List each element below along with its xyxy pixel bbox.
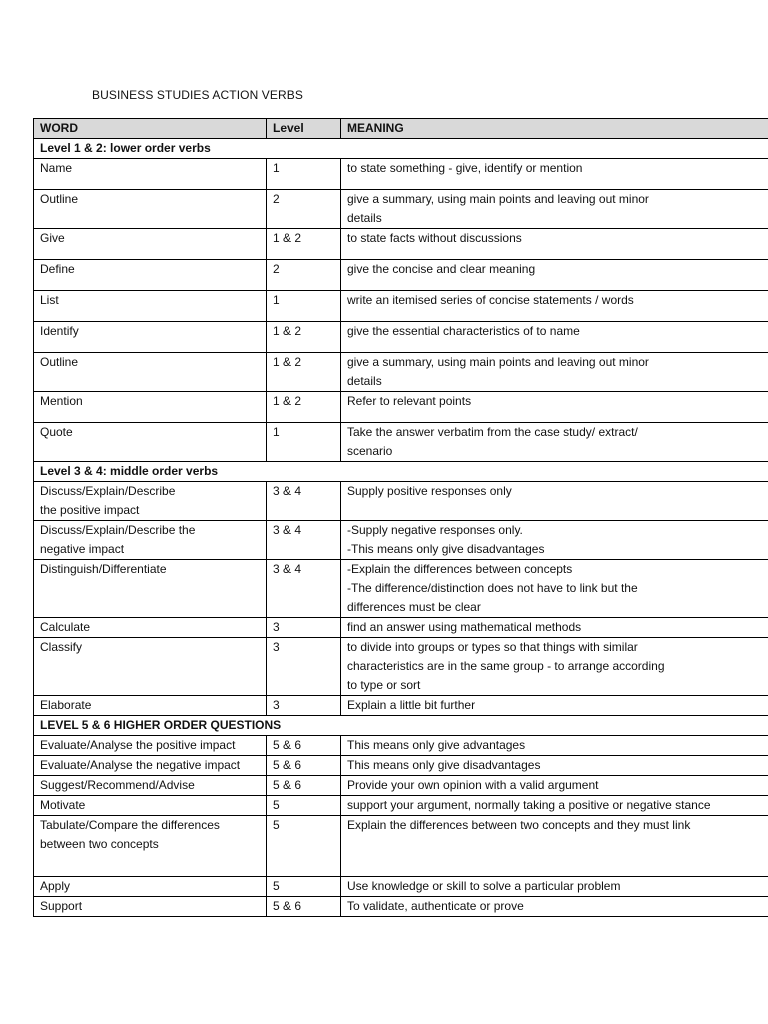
word-cell-line: Give [40, 231, 65, 245]
table-row [34, 560, 768, 618]
meaning-cell-line: -The difference/distinction does not have to link but the [347, 581, 638, 595]
meaning-cell-line: to type or sort [347, 678, 421, 692]
word-cell-line: Identify [40, 324, 79, 338]
table-row [34, 229, 768, 260]
word-cell-line: Discuss/Explain/Describe the [40, 523, 196, 537]
word-cell-line: Mention [40, 394, 83, 408]
word-cell [34, 482, 267, 521]
table-row [34, 482, 768, 521]
word-cell [34, 159, 267, 190]
level-cell: 5 & 6 [267, 736, 341, 756]
meaning-cell [341, 159, 768, 190]
meaning-cell [341, 291, 768, 322]
level-cell: 3 [267, 638, 341, 696]
table-body [34, 139, 768, 917]
header-level: Level [267, 119, 341, 139]
table-row [34, 796, 768, 816]
table-row [34, 392, 768, 423]
meaning-cell [341, 776, 768, 796]
section-row [34, 462, 768, 482]
level-cell: 3 & 4 [267, 521, 341, 560]
word-cell [34, 816, 267, 877]
meaning-cell [341, 560, 768, 618]
table-header-row [34, 119, 768, 139]
word-cell [34, 736, 267, 756]
word-cell [34, 423, 267, 462]
meaning-cell [341, 392, 768, 423]
meaning-cell-line: give a summary, using main points and leaving out minor [347, 192, 649, 206]
word-cell-line: List [40, 293, 59, 307]
word-cell-line: Evaluate/Analyse the negative impact [40, 758, 241, 772]
meaning-cell-line: -Explain the differences between concepts [347, 562, 573, 576]
meaning-cell [341, 521, 768, 560]
table-row [34, 736, 768, 756]
word-cell [34, 322, 267, 353]
word-cell-line: negative impact [40, 542, 125, 556]
word-cell [34, 618, 267, 638]
word-cell-line: Distinguish/Differentiate [40, 562, 167, 576]
word-cell [34, 521, 267, 560]
word-cell-line: Evaluate/Analyse the positive impact [40, 738, 236, 752]
meaning-cell-line: find an answer using mathematical methods [347, 620, 582, 634]
meaning-cell-line: This means only give disadvantages [347, 758, 541, 772]
level-cell: 1 & 2 [267, 353, 341, 392]
level-cell: 2 [267, 260, 341, 291]
meaning-cell-line: Explain a little bit further [347, 698, 476, 712]
meaning-cell-line: differences must be clear [347, 600, 481, 614]
word-cell [34, 877, 267, 897]
header-word: WORD [34, 119, 267, 139]
word-cell [34, 229, 267, 260]
meaning-cell-line: Supply positive responses only [347, 484, 512, 498]
word-cell-line: Name [40, 161, 73, 175]
word-cell [34, 190, 267, 229]
meaning-cell-line: to divide into groups or types so that things with similar [347, 640, 638, 654]
table-row [34, 260, 768, 291]
header-meaning: MEANING [341, 119, 768, 139]
meaning-cell-line: Take the answer verbatim from the case study/ extract/ [347, 425, 638, 439]
meaning-cell [341, 322, 768, 353]
meaning-cell-line: characteristics are in the same group - to arrange according [347, 659, 665, 673]
word-cell-line: Define [40, 262, 75, 276]
page-title: BUSINESS STUDIES ACTION VERBS [92, 88, 303, 102]
word-cell [34, 392, 267, 423]
word-cell [34, 638, 267, 696]
word-cell-line: Motivate [40, 798, 86, 812]
table-row [34, 423, 768, 462]
word-cell [34, 560, 267, 618]
word-cell-line: Discuss/Explain/Describe [40, 484, 176, 498]
meaning-cell-line: Use knowledge or skill to solve a particular problem [347, 879, 621, 893]
meaning-cell-line: This means only give advantages [347, 738, 526, 752]
level-cell: 1 [267, 423, 341, 462]
meaning-cell-line: to state facts without discussions [347, 231, 522, 245]
word-cell [34, 776, 267, 796]
word-cell-line: Elaborate [40, 698, 92, 712]
section-heading: Level 3 & 4: middle order verbs [34, 462, 768, 482]
meaning-cell [341, 353, 768, 392]
table-row [34, 897, 768, 917]
level-cell: 1 & 2 [267, 322, 341, 353]
meaning-cell-line: To validate, authenticate or prove [347, 899, 524, 913]
meaning-cell [341, 190, 768, 229]
word-cell [34, 353, 267, 392]
meaning-cell [341, 638, 768, 696]
meaning-cell-line: Explain the differences between two concepts and they must link [347, 818, 691, 832]
word-cell [34, 756, 267, 776]
level-cell: 3 & 4 [267, 482, 341, 521]
level-cell: 5 [267, 816, 341, 877]
meaning-cell-line: -Supply negative responses only. [347, 523, 523, 537]
table-row [34, 756, 768, 776]
word-cell-line: Quote [40, 425, 73, 439]
meaning-cell [341, 696, 768, 716]
meaning-cell [341, 482, 768, 521]
action-verbs-table [33, 118, 768, 917]
meaning-cell-line: give the concise and clear meaning [347, 262, 536, 276]
meaning-cell-line: Refer to relevant points [347, 394, 472, 408]
meaning-cell [341, 897, 768, 917]
word-cell-line: Support [40, 899, 83, 913]
level-cell: 3 [267, 696, 341, 716]
table-row [34, 190, 768, 229]
section-row [34, 716, 768, 736]
meaning-cell [341, 618, 768, 638]
meaning-cell [341, 423, 768, 462]
word-cell-line: Apply [40, 879, 71, 893]
level-cell: 5 & 6 [267, 897, 341, 917]
level-cell: 5 [267, 796, 341, 816]
meaning-cell-line: scenario [347, 444, 393, 458]
table-row [34, 776, 768, 796]
meaning-cell-line: -This means only give disadvantages [347, 542, 545, 556]
table-row [34, 521, 768, 560]
table-row [34, 291, 768, 322]
meaning-cell-line: give the essential characteristics of to name [347, 324, 580, 338]
level-cell: 3 [267, 618, 341, 638]
meaning-cell [341, 816, 768, 877]
meaning-cell [341, 229, 768, 260]
table-row [34, 322, 768, 353]
table-row [34, 696, 768, 716]
section-heading: Level 1 & 2: lower order verbs [34, 139, 768, 159]
table-row [34, 159, 768, 190]
word-cell [34, 260, 267, 291]
level-cell: 1 & 2 [267, 392, 341, 423]
word-cell-line: the positive impact [40, 503, 140, 517]
meaning-cell-line: details [347, 211, 382, 225]
meaning-cell-line: to state something - give, identify or mention [347, 161, 583, 175]
word-cell [34, 796, 267, 816]
meaning-cell [341, 877, 768, 897]
section-row [34, 139, 768, 159]
word-cell-line: Calculate [40, 620, 91, 634]
meaning-cell-line: give a summary, using main points and leaving out minor [347, 355, 649, 369]
table-row [34, 638, 768, 696]
meaning-cell-line: support your argument, normally taking a positive or negative stance [347, 798, 711, 812]
meaning-cell-line: details [347, 374, 382, 388]
level-cell: 3 & 4 [267, 560, 341, 618]
level-cell: 5 & 6 [267, 756, 341, 776]
word-cell-line: Outline [40, 355, 79, 369]
word-cell-line: between two concepts [40, 837, 159, 851]
section-heading: LEVEL 5 & 6 HIGHER ORDER QUESTIONS [34, 716, 768, 736]
level-cell: 1 [267, 291, 341, 322]
meaning-cell-line: write an itemised series of concise statements / words [347, 293, 634, 307]
level-cell: 2 [267, 190, 341, 229]
meaning-cell [341, 796, 768, 816]
level-cell: 1 [267, 159, 341, 190]
level-cell: 1 & 2 [267, 229, 341, 260]
word-cell [34, 897, 267, 917]
table-row [34, 877, 768, 897]
word-cell [34, 291, 267, 322]
meaning-cell-line: Provide your own opinion with a valid argument [347, 778, 599, 792]
level-cell: 5 [267, 877, 341, 897]
word-cell [34, 696, 267, 716]
table-row [34, 353, 768, 392]
meaning-cell [341, 736, 768, 756]
word-cell-line: Outline [40, 192, 79, 206]
table-row [34, 816, 768, 877]
meaning-cell [341, 260, 768, 291]
word-cell-line: Classify [40, 640, 83, 654]
meaning-cell [341, 756, 768, 776]
table-row [34, 618, 768, 638]
word-cell-line: Suggest/Recommend/Advise [40, 778, 195, 792]
word-cell-line: Tabulate/Compare the differences [40, 818, 220, 832]
level-cell: 5 & 6 [267, 776, 341, 796]
